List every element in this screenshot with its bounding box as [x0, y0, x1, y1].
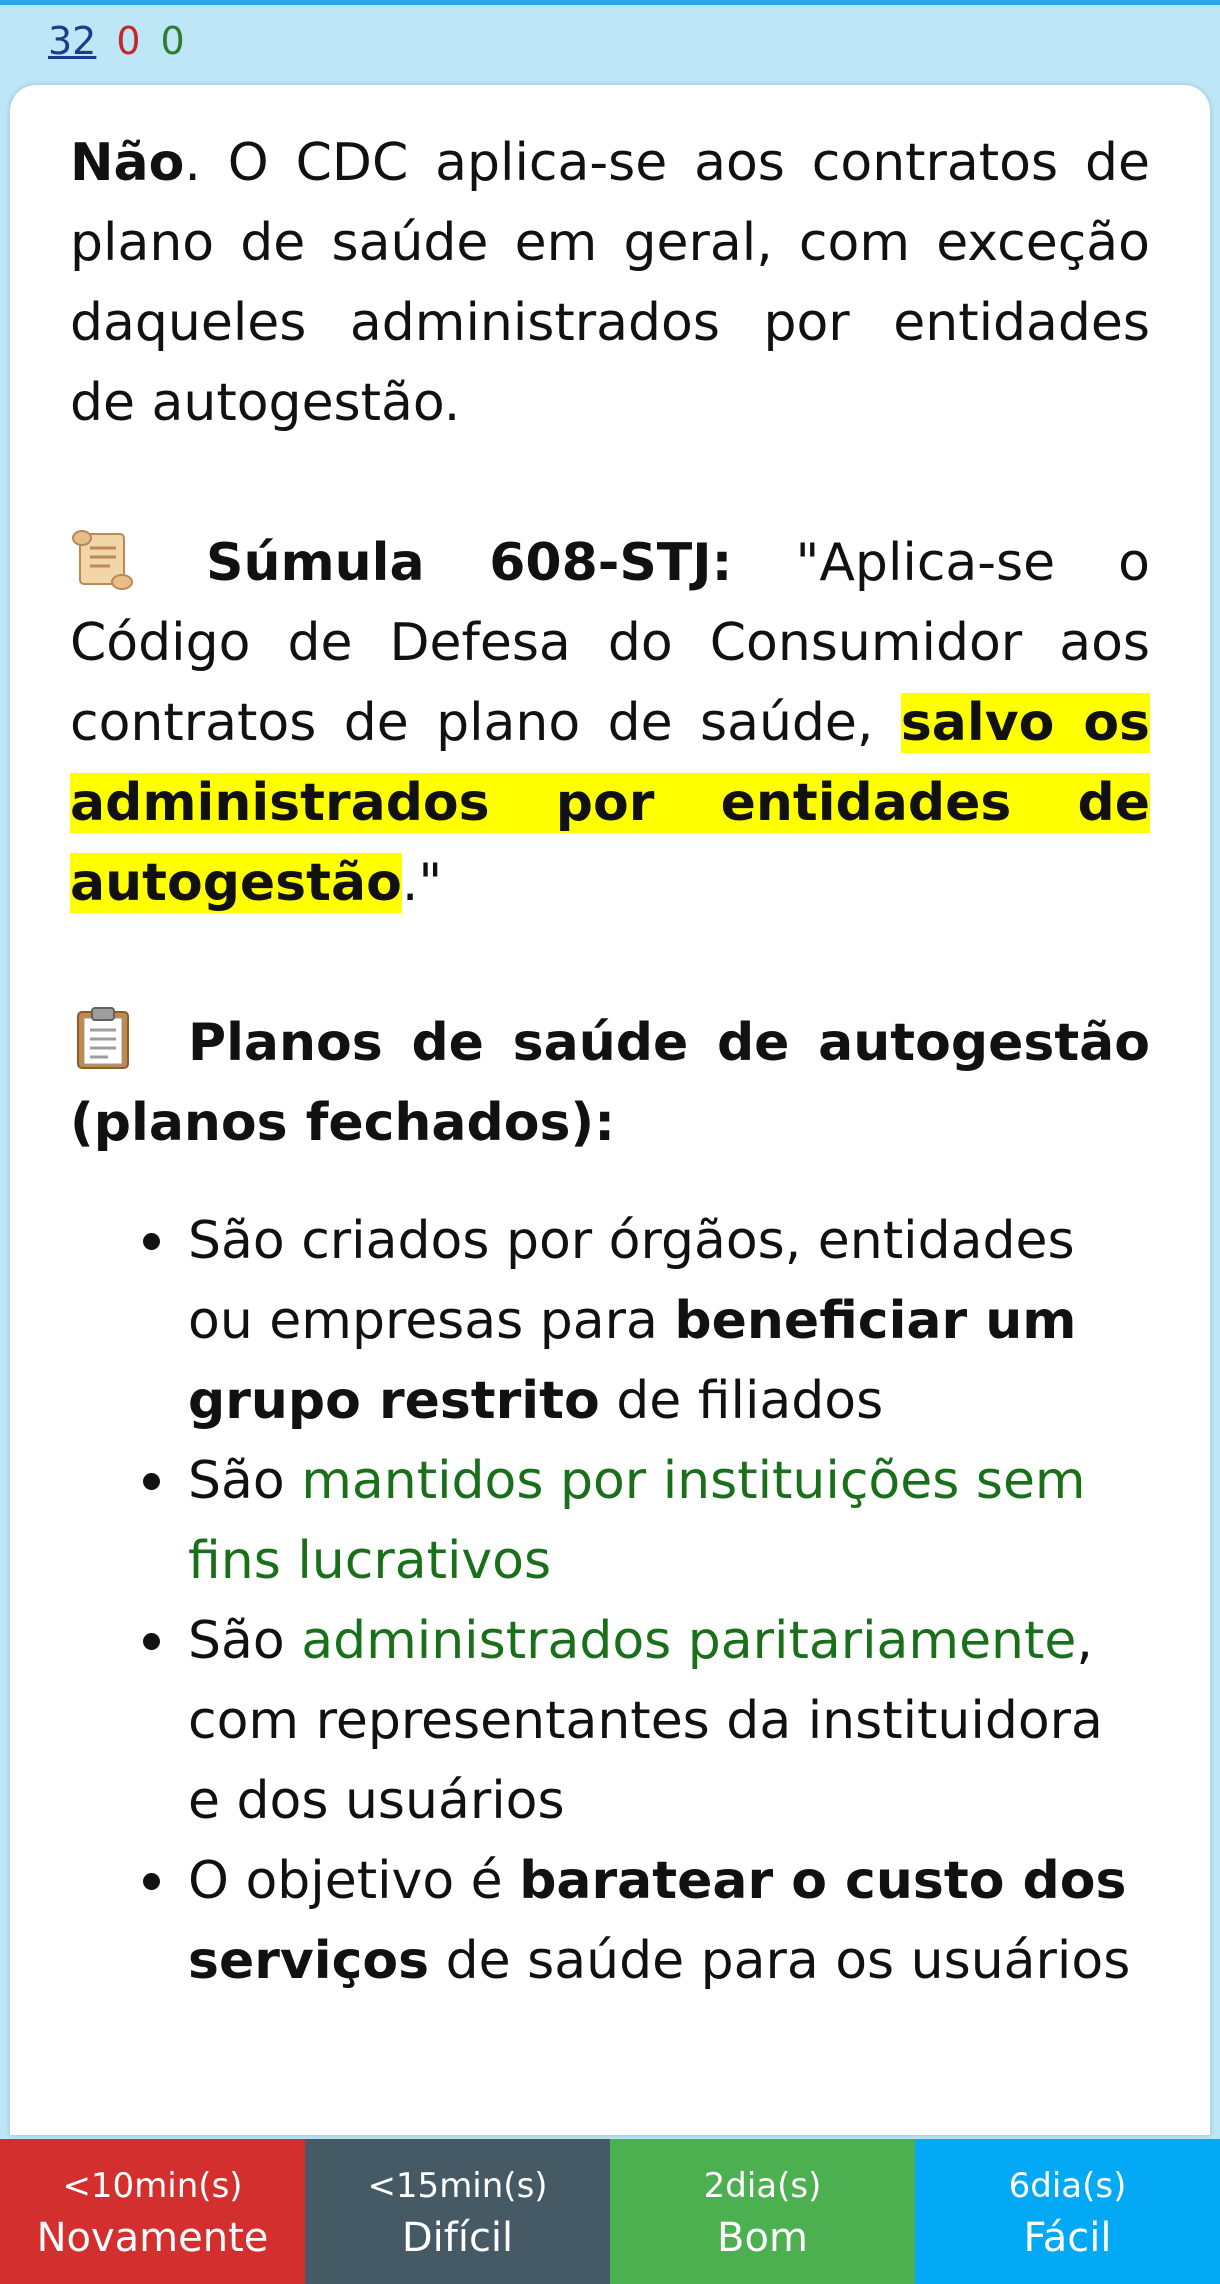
answer-intro-text: . O CDC aplica-se aos contratos de plano de saúde em geral, com exceção daqueles administrados por entidades de autogestão. [70, 133, 1150, 433]
answer-intro-bold: Não [70, 133, 185, 193]
easy-interval: 6dia(s) [1008, 2166, 1127, 2206]
section-title-text: Planos de saúde de autogestão (planos fechados): [70, 1013, 1150, 1153]
list-item-text: São criados por órgãos, entidades ou empresas para [188, 1211, 1075, 1351]
list-item-green: mantidos por instituições sem fins lucrativos [188, 1451, 1086, 1591]
list-item [188, 1201, 1150, 1441]
sumula-paragraph [70, 523, 1150, 923]
card-counts-bar [0, 5, 1220, 77]
answer-buttons-bar [0, 2139, 1220, 2284]
easy-button[interactable] [915, 2139, 1220, 2284]
again-button[interactable] [0, 2139, 305, 2284]
list-item-text: O objetivo é [188, 1851, 520, 1911]
list-item-bold: baratear o custo dos serviços [188, 1851, 1127, 1991]
review-count: 0 [160, 19, 185, 63]
answer-intro [70, 123, 1150, 443]
good-interval: 2dia(s) [703, 2166, 822, 2206]
list-item-bold: beneficiar um grupo restrito [188, 1291, 1077, 1431]
sumula-end: ." [401, 853, 443, 913]
learning-count: 0 [116, 19, 141, 63]
autogestao-list [70, 1201, 1150, 2001]
list-item-text: de filiados [599, 1371, 884, 1431]
hard-interval: <15min(s) [367, 2166, 548, 2206]
hard-button[interactable] [305, 2139, 610, 2284]
again-interval: <10min(s) [62, 2166, 243, 2206]
list-item [188, 1441, 1150, 1601]
again-label: Novamente [36, 2215, 269, 2261]
card-answer [70, 123, 1150, 2001]
list-item-green: administrados paritariamente [301, 1611, 1077, 1671]
list-item [188, 1601, 1150, 1841]
clipboard-icon [70, 1006, 136, 1070]
flashcard [10, 85, 1210, 2135]
sumula-label: Súmula 608-STJ: [206, 533, 733, 593]
scroll-icon [70, 526, 136, 590]
list-item-text: São [188, 1611, 302, 1671]
sumula-highlight: salvo os administrados por entidades de autogestão [70, 693, 1150, 913]
list-item [188, 1841, 1150, 2001]
sumula-text: "Aplica-se o Código de Defesa do Consumidor aos contratos de plano de saúde, [70, 533, 1150, 753]
section-title [70, 1003, 1150, 1163]
hard-label: Difícil [401, 2215, 514, 2261]
easy-label: Fácil [1023, 2215, 1112, 2261]
good-button[interactable] [610, 2139, 915, 2284]
new-count[interactable]: 32 [48, 19, 97, 63]
list-item-text: de saúde para os usuários [429, 1931, 1131, 1991]
list-item-text: São [188, 1451, 302, 1511]
good-label: Bom [717, 2215, 808, 2261]
list-item-text: , com representantes da instituidora e dos usuários [188, 1611, 1103, 1831]
